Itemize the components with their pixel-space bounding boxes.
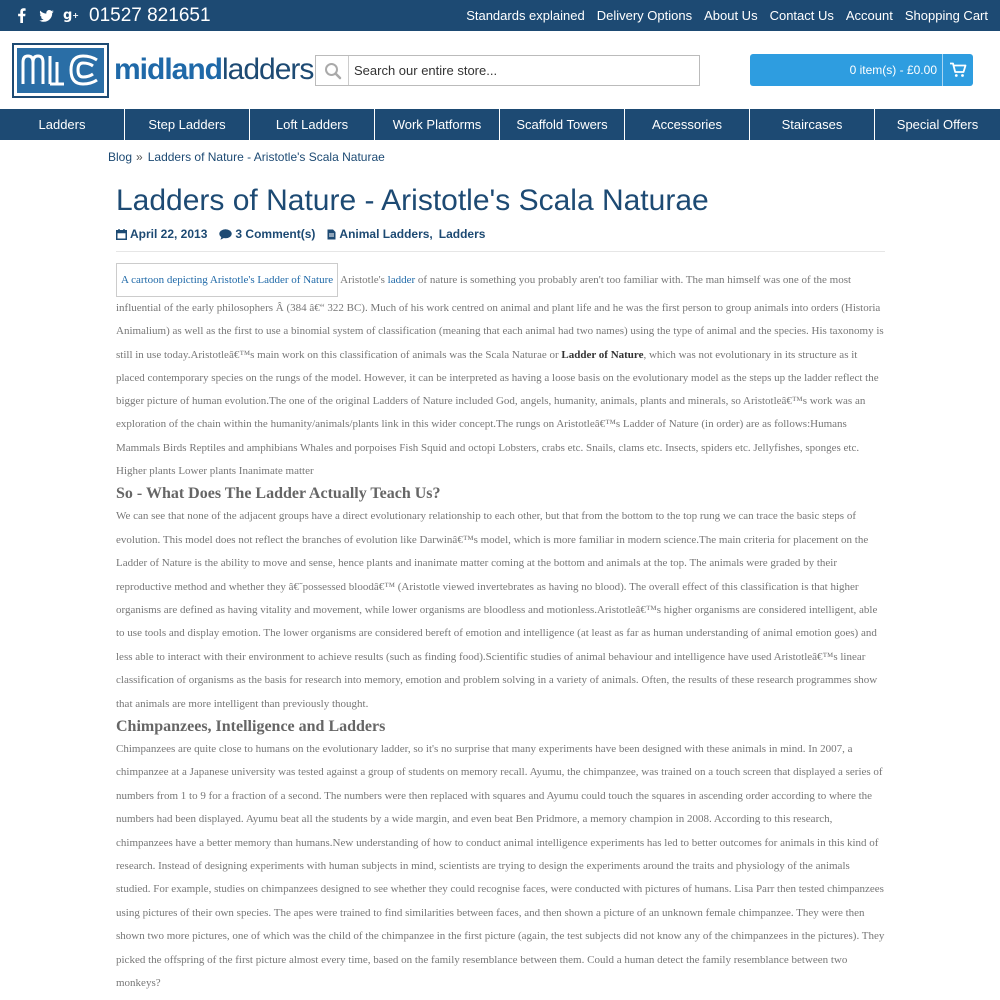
image-alt-text: A cartoon depicting Aristotle's Ladder of Nature (121, 274, 334, 286)
cart-divider (942, 54, 943, 86)
logo[interactable] (12, 43, 314, 98)
comment-icon (219, 229, 232, 240)
account-link[interactable]: Account (845, 8, 893, 23)
article-date: April 22, 2013 (130, 227, 208, 241)
logo-wordmark: midlandladders (114, 53, 314, 86)
google-plus-icon[interactable]: g + (62, 8, 79, 23)
intro-text-c: , which was not evolutionary in its structure as it placed contemporary species on the rungs of the model. However, it can be interpreted as having a loose basis on the evolutionary model as the steps up the ladder reflect the bigger picture of human evolution.The one of the original Ladders of Nature included God, angels, humanity, animals, plants and minerals, so Aristotleâ€™s work was an exploration of the chain within the humanity/animals/plants link in this wider concept.The rungs on Aristotleâ€™s Ladder of Nature (in order) are as follows:Humans Mammals Birds Reptiles and amphibians Whales and porpoises Fish Squid and octopi Lobsters, crabs etc. Snails, clams etc. Insects, spiders etc. Jellyfishes, sponges etc. Higher plants Lower plants Inanimate matter (116, 348, 879, 478)
article-image (116, 263, 338, 297)
nav-work-platforms[interactable]: Work Platforms (375, 109, 500, 140)
article-body (116, 263, 885, 996)
about-us-link[interactable]: About Us (704, 8, 758, 23)
breadcrumb-separator: » (136, 150, 143, 164)
cart-icon (949, 62, 967, 78)
search-divider (348, 56, 349, 85)
intro-paragraph (116, 263, 885, 483)
nav-loft-ladders[interactable]: Loft Ladders (250, 109, 375, 140)
heading-ladder-teach: So - What Does The Ladder Actually Teach Us? (116, 485, 441, 503)
category-ladders[interactable]: Ladders (438, 227, 486, 241)
cart-summary: 0 item(s) - £0.00 (849, 63, 937, 77)
ladder-of-nature-bold: Ladder of Nature (561, 348, 644, 361)
delivery-options-link[interactable]: Delivery Options (596, 8, 693, 23)
intro-text-a: Aristotle's (340, 274, 385, 286)
nav-ladders[interactable]: Ladders (0, 109, 125, 140)
file-icon (327, 229, 336, 240)
facebook-icon[interactable] (12, 0, 30, 31)
heading-chimpanzees: Chimpanzees, Intelligence and Ladders (116, 718, 386, 736)
breadcrumb-blog[interactable]: Blog (108, 150, 133, 164)
breadcrumb-current[interactable]: Ladders of Nature - Aristotle's Scala Naturae (147, 150, 385, 164)
nav-special-offers[interactable]: Special Offers (896, 117, 979, 132)
calendar-icon (116, 229, 127, 240)
main-nav (0, 109, 1000, 140)
search-input[interactable] (354, 60, 694, 81)
top-links (454, 0, 988, 31)
logo-mark (12, 43, 109, 98)
article-meta (116, 227, 485, 241)
paragraph-chimpanzees: Chimpanzees are quite close to humans on the evolutionary ladder, so it's no surprise that many experiments have been designed with these animals in mind. In 2007, a chimpanzee at a Japanese university was tested against a group of students on memory recall. Ayumu, the chimpanzee, was trained on a touch screen that displayed a series of numbers from 1 to 9 for a fraction of a second. The numbers were then replaced with squares and Ayumu could touch the squares in ascending order according to where the numbers had been displayed. Ayumu beat all the students by a wide margin, and even beat Ben Pridmore, a memory champion in 2008. According to this research, chimpanzees have a better memory than humans.New understanding of how to conduct animal intelligence experiments has led to better outcomes for animals in this kind of research. Instead of designing experiments with human subjects in mind, scientists are trying to design the experiments around the traits and physiology of the animals studied. For example, studies on chimpanzees designed to see whether they could recognise faces, were conducted with pictures of humans. Lisa Parr then tested chimpanzees using pictures of their own species. The apes were trained to find similarities between faces, and then shown a picture of an unknown female chimpanzee. They were then shown two more pictures, one of which was the child of the chimpanzee in the first picture (again, the test subjects did not know any of the chimpanzees in the pictures). They picked the offspring of the first picture almost every time, based on the family resemblance between them. Could a human detect the family resemblance between two monkeys? (116, 743, 885, 990)
cart-button[interactable] (750, 54, 973, 86)
standards-link[interactable]: Standards explained (466, 8, 585, 23)
article-title: Ladders of Nature - Aristotle's Scala Naturae (116, 184, 709, 217)
shopping-cart-link[interactable]: Shopping Cart (904, 8, 988, 23)
twitter-icon[interactable] (37, 0, 55, 31)
nav-scaffold-towers[interactable]: Scaffold Towers (500, 109, 625, 140)
category-animal-ladders[interactable]: Animal Ladders, (339, 227, 433, 241)
nav-step-ladders[interactable]: Step Ladders (125, 109, 250, 140)
ladder-link[interactable]: ladder (387, 274, 416, 286)
breadcrumb (108, 150, 385, 164)
comments-link[interactable]: 3 Comment(s) (235, 227, 316, 241)
paragraph-ladder-teach: We can see that none of the adjacent groups have a direct evolutionary relationship to each other, but that from the bottom to the top rung we can trace the basic steps of evolution. This model does not reflect the branches of evolution like Darwinâ€™s model, which is more familiar in modern science.The main criteria for placement on the Ladder of Nature is the ability to move and sense, hence plants and inanimate matter coming at the bottom and animals at the top. The animals were graded by their reproductive method and whether they â€˜possessed bloodâ€™ (Aristotle viewed invertebrates as having no blood). The overall effect of this classification is that higher organisms are defined as having vitality and movement, while lower organisms are bloodless and motionless.Aristotleâ€™s higher organisms are considered intelligent, able to use tools and display emotion. The lower organisms are considered bereft of emotion and intelligence (at least as far as human understanding of animal emotion goes) and less able to interact with their environment to achieve results (such as finding food).Scientific studies of animal behaviour and intelligence have used Aristotleâ€™s linear classification of organisms as the basis for research into memory, emotion and problem solving in a variety of animals. Often, the results of these research programmes show that animals are more intelligent than previously thought. (116, 510, 878, 710)
phone-number: 01527 821651 (89, 5, 211, 26)
title-divider (116, 251, 885, 252)
top-bar (0, 0, 1000, 31)
contact-us-link[interactable]: Contact Us (769, 8, 834, 23)
intro-text-b: of nature is something you probably aren't too familiar with. The man himself was one of the most influential of the early philosophers Â (384 â€“ 322 BC). Much of his work centred on animal and plant life and he was the first person to group animals into orders (Historia Animalium) as well as the first to use a binomial system of classification (meaning that each animal had two names) using the type of animal and the species. His taxonomy is still in use today.Aristotleâ€™s main work on this classification of animals was the Scala Naturae or (116, 274, 884, 361)
search-bar (315, 55, 700, 86)
search-icon[interactable] (324, 62, 342, 80)
nav-staircases[interactable]: Staircases (750, 109, 875, 140)
nav-accessories[interactable]: Accessories (625, 109, 750, 140)
